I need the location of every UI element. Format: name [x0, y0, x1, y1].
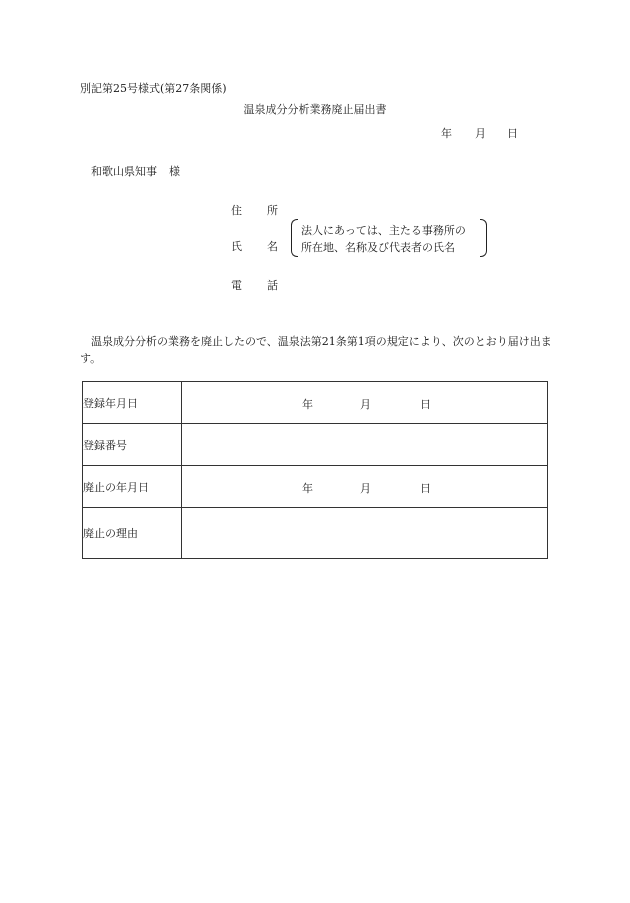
table-row: [83, 424, 548, 466]
phone-label-char2: 話: [267, 279, 278, 292]
details-table: [82, 381, 548, 559]
addressee-name: 和歌山県知事: [91, 165, 157, 178]
address-label-char1: 住: [231, 204, 242, 217]
corporate-note: [291, 219, 487, 257]
abolition-date-field[interactable]: [182, 466, 548, 508]
table-row: [83, 466, 548, 508]
name-label: [231, 238, 278, 254]
corporate-note-line2: 所在地、名称及び代表者の氏名: [301, 241, 455, 254]
submission-date: [441, 125, 518, 141]
notification-statement: 温泉成分分析の業務を廃止したので、温泉法第21条第1項の規定により、次のとおり届け出ます。: [80, 335, 552, 365]
registration-date-label: 登録年月日: [83, 382, 182, 424]
abolition-month-label: 月: [360, 481, 371, 495]
table-row: [83, 508, 548, 559]
abolition-reason-field[interactable]: [182, 508, 548, 559]
name-label-char2: 名: [267, 240, 278, 253]
abolition-date-label: 廃止の年月日: [83, 466, 182, 508]
date-day-label: 日: [507, 127, 518, 140]
registration-number-field[interactable]: [182, 424, 548, 466]
phone-label-char1: 電: [231, 279, 242, 292]
address-label: [231, 202, 278, 218]
abolition-year-label: 年: [302, 481, 313, 495]
address-label-char2: 所: [267, 204, 278, 217]
name-label-char1: 氏: [231, 240, 242, 253]
phone-label: [231, 277, 278, 293]
abolition-reason-label: 廃止の理由: [83, 508, 182, 559]
registration-date-field[interactable]: [182, 382, 548, 424]
addressee: [91, 163, 180, 179]
document-title: 温泉成分分析業務廃止届出書: [243, 103, 387, 116]
addressee-honorific: 様: [169, 165, 180, 178]
date-year-label: 年: [441, 127, 452, 140]
form-number: 別記第25号様式(第27条関係): [80, 82, 227, 95]
left-bracket: [291, 219, 298, 257]
registration-month-label: 月: [360, 397, 371, 411]
registration-year-label: 年: [302, 397, 313, 411]
registration-number-label: 登録番号: [83, 424, 182, 466]
abolition-day-label: 日: [420, 481, 431, 495]
corporate-note-line1: 法人にあっては、主たる事務所の: [301, 224, 466, 237]
right-bracket: [480, 219, 487, 257]
table-row: [83, 382, 548, 424]
date-month-label: 月: [475, 127, 486, 140]
registration-day-label: 日: [420, 397, 431, 411]
